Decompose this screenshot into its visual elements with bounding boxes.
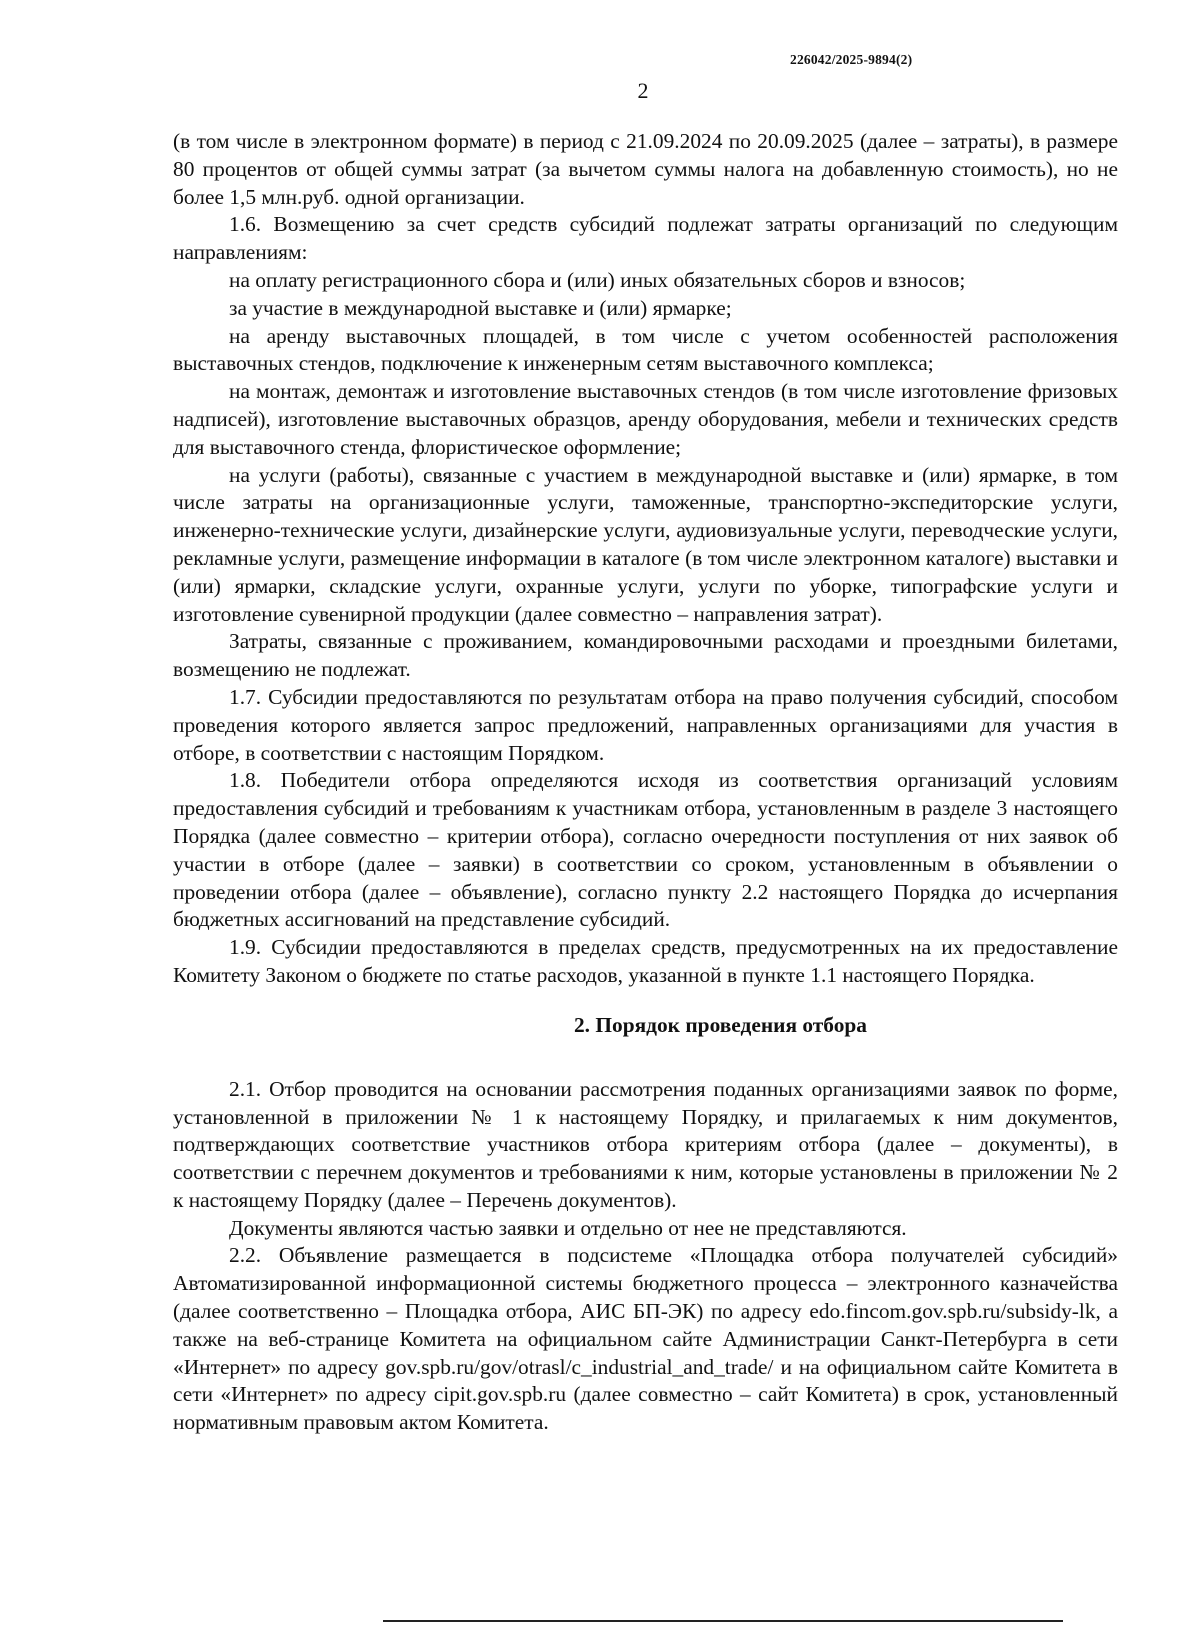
paragraph-1-7: 1.7. Субсидии предоставляются по результатам отбора на право получения субсидий, способом проведения которого является запрос предложений, направленных организациями для участия в отборе, в соответствии с настоящим Порядком. [173, 684, 1118, 765]
paragraph-1-8: 1.8. Победители отбора определяются исходя из соответствия организаций условиям предоставления субсидий и требованиям к участникам отбора, установленным в разделе 3 настоящего Порядка (далее совместно – критерии отбора), согласно очередности поступления от них заявок об участии в отборе (далее – заявки) в соответствии со сроком, установленным в объявлении о проведении отбора (далее – объявление), согласно пункту 2.2 настоящего Порядка до исчерпания бюджетных ассигнований на представление субсидий. [173, 768, 1118, 932]
list-item-rent: на аренду выставочных площадей, в том числе с учетом особенностей расположения выставочных стендов, подключение к инженерным сетям выставочного комплекса; [173, 323, 1118, 376]
paragraph-excluded-costs: Затраты, связанные с проживанием, командировочными расходами и проездными билетами, возмещению не подлежат. [173, 629, 1118, 682]
paragraph-1-9: 1.9. Субсидии предоставляются в пределах средств, предусмотренных на их предоставление Комитету Законом о бюджете по статье расходов, указанной в пункте 1.1 настоящего Порядка. [173, 935, 1118, 987]
paragraph-documents-part: Документы являются частью заявки и отдельно от нее не представляются. [229, 1215, 907, 1240]
list-item-stand-construction: на монтаж, демонтаж и изготовление выставочных стендов (в том числе изготовление фризовых надписей), изготовление выставочных образцов, аренду оборудования, мебели и технических средств для выставочного стенда, флористическое оформление; [173, 379, 1118, 459]
footer-rule [383, 1620, 1063, 1622]
paragraph-1-6: 1.6. Возмещению за счет средств субсидий подлежат затраты организаций по следующим направлениям: [173, 212, 1118, 265]
document-registration-number: 226042/2025-9894(2) [790, 52, 913, 67]
list-item-services: на услуги (работы), связанные с участием в международной выставке и (или) ярмарке, в том числе затраты на организационные услуги, таможенные, транспортно-экспедиторские услуги, инженерно-технические услуги, дизайнерские услуги, аудиовизуальные услуги, переводческие услуги, рекламные услуги, размещение информации в каталоге (в том числе электронном каталоге) выставки и (или) ярмарки, складские услуги, охранные услуги, услуги по уборке, типографские услуги и изготовление сувенирной продукции (далее совместно – направления затрат). [173, 462, 1118, 626]
document-body [173, 128, 1118, 1437]
section-heading: 2. Порядок проведения отбора [573, 1012, 868, 1037]
page-number: 2 [637, 78, 649, 103]
paragraph-2-1: 2.1. Отбор проводится на основании рассмотрения поданных организациями заявок по форме, установленной в приложении № 1 к настоящему Порядку, и прилагаемых к ним документов, подтверждающих соответствие участников отбора критериям отбора (далее – документы), в соответствии с перечнем документов и требованиями к ним, которые установлены в приложении № 2 к настоящему Порядку (далее – Перечень документов). [173, 1076, 1118, 1212]
list-item-registration-fee: на оплату регистрационного сбора и (или) иных обязательных сборов и взносов; [229, 267, 966, 292]
paragraph-continuation: (в том числе в электронном формате) в период с 21.09.2024 по 20.09.2025 (далее – затраты), в размере 80 процентов от общей суммы затрат (за вычетом суммы налога на добавленную стоимость), но не более 1,5 млн.руб. одной организации. [173, 129, 1118, 209]
list-item-participation: за участие в международной выставке и (или) ярмарке; [229, 295, 732, 320]
paragraph-2-2: 2.2. Объявление размещается в подсистеме «Площадка отбора получателей субсидий» Автоматизированной информационной системы бюджетного процесса – электронного казначейства (далее соответственно – Площадка отбора, АИС БП-ЭК) по адресу edo.fincom.gov.spb.ru/subsidy-lk, а также на веб-странице Комитета на официальном сайте Администрации Санкт-Петербурга в сети «Интернет» по адресу gov.spb.ru/gov/otrasl/c_industrial_and_trade/ и на официальном сайте Комитета в сети «Интернет» по адресу cipit.gov.spb.ru (далее совместно – сайт Комитета) в срок, установленный нормативным правовым актом Комитета. [173, 1243, 1118, 1435]
